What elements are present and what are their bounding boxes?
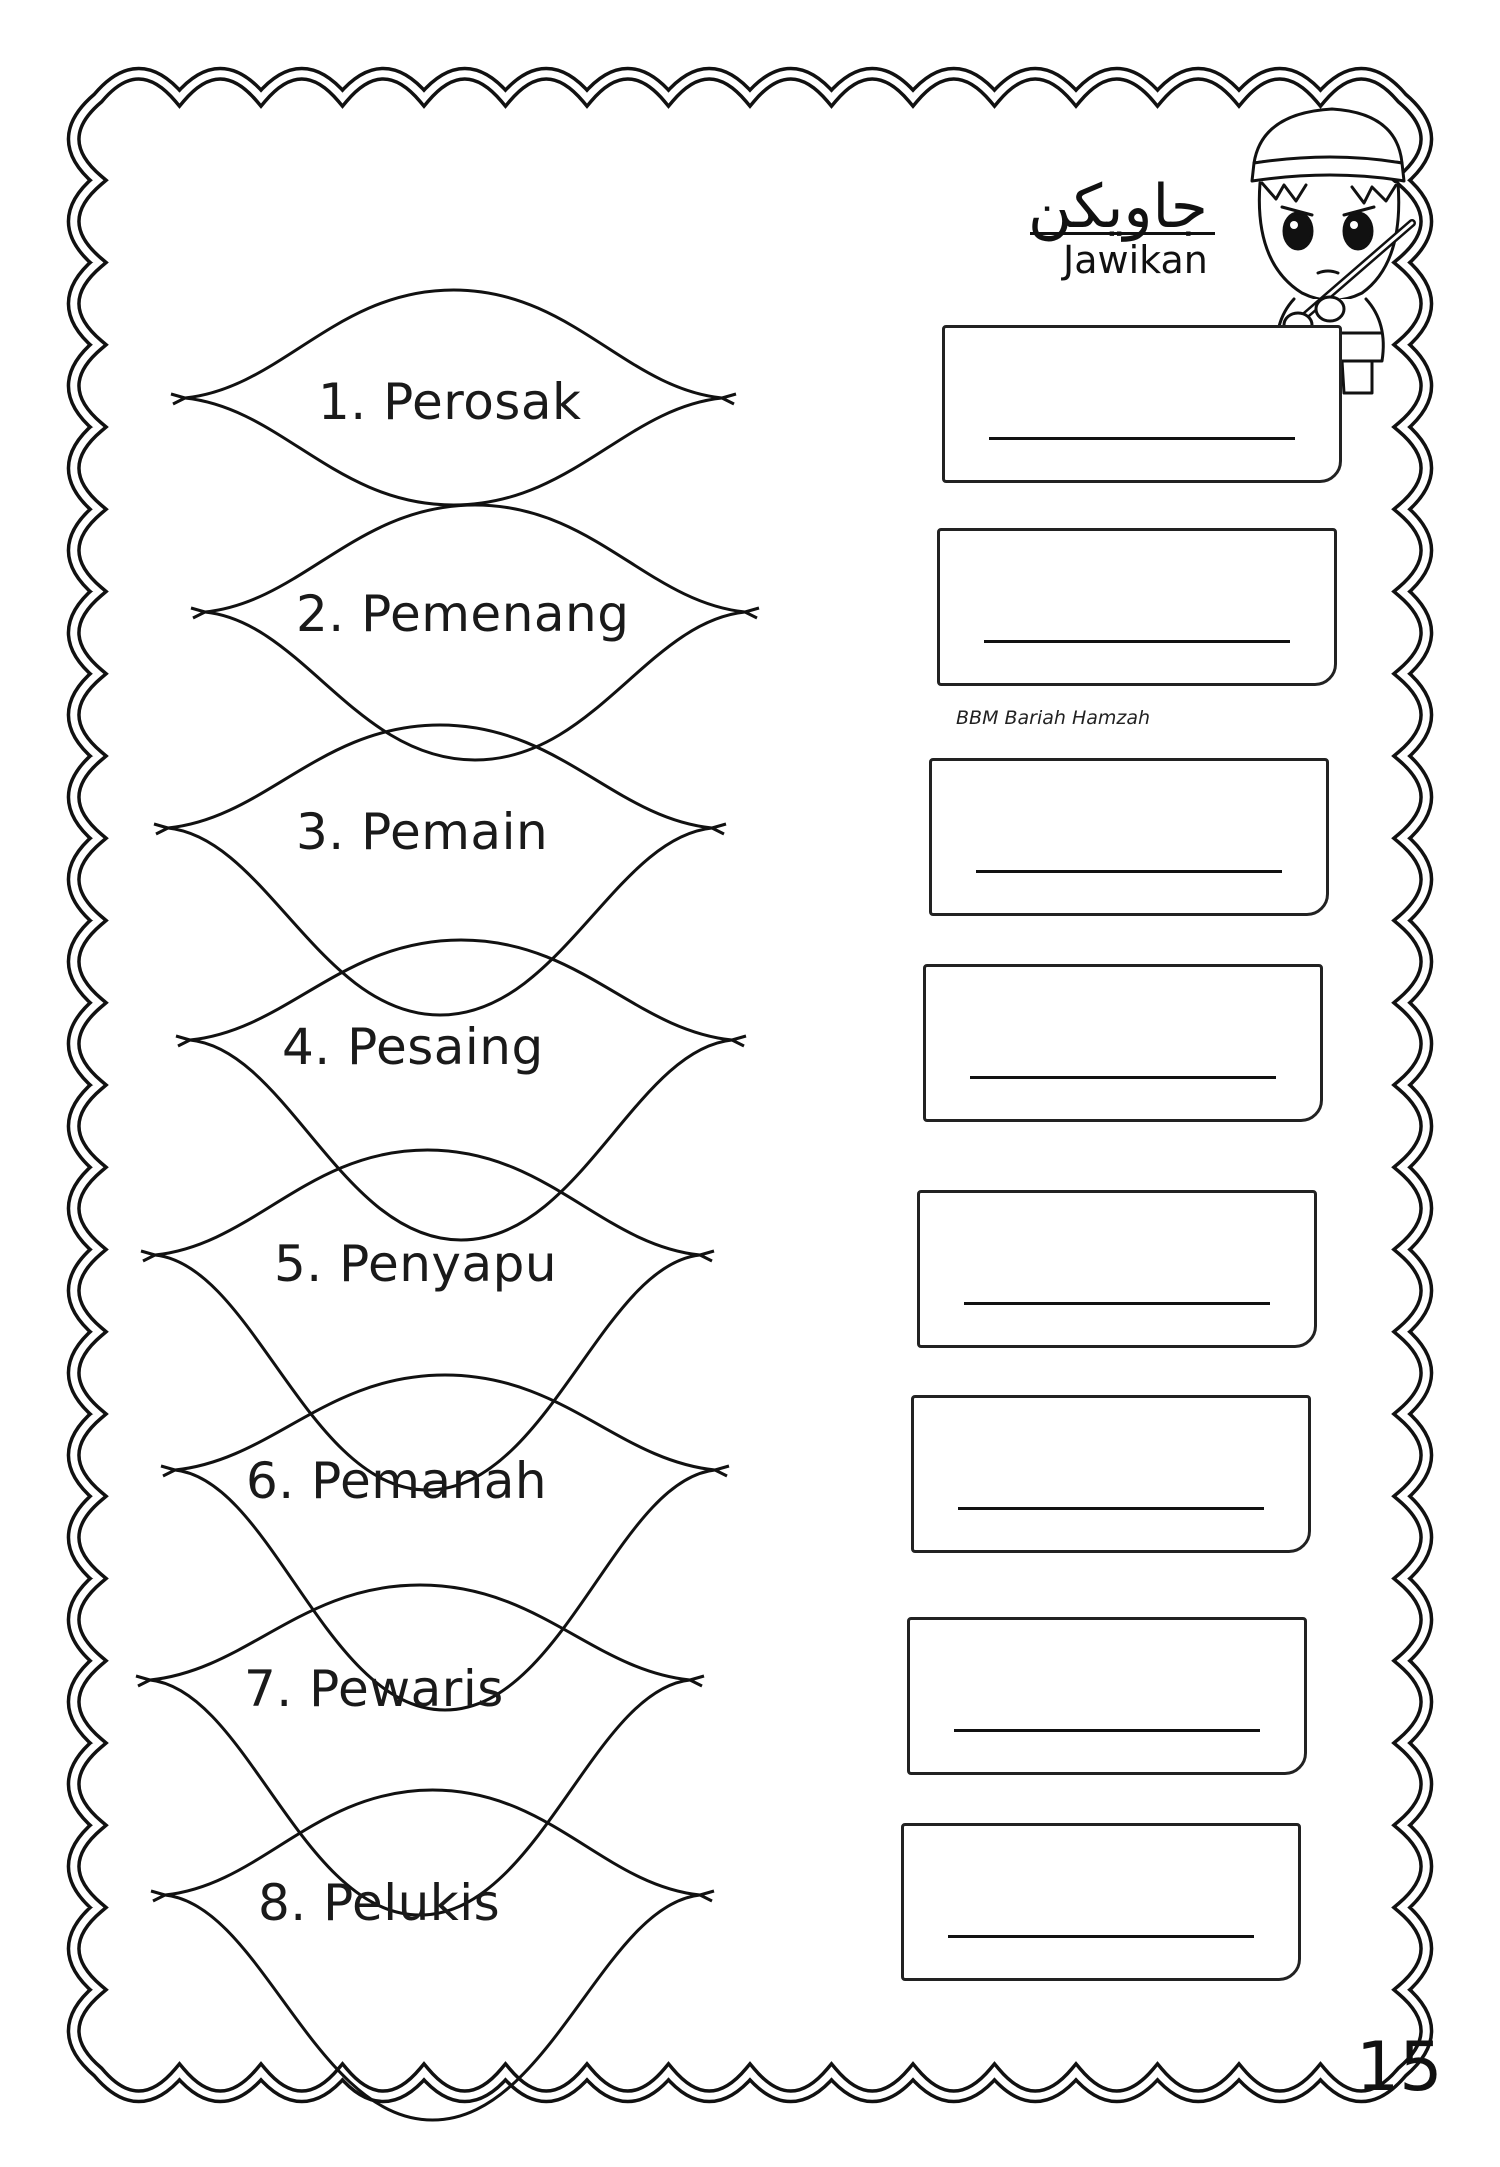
leaf-tip-6-left [161,1466,175,1476]
word-label-1: 1. Perosak [318,373,582,431]
page-number: 15 [1356,2028,1443,2107]
leaf-tip-8-right [700,1891,714,1901]
leaf-shape-3 [168,725,712,1015]
answer-line [964,1302,1270,1305]
leaf-shape-8 [165,1790,700,2120]
leaf-tip-2-right [745,608,759,618]
leaf-tip-6-right [715,1466,729,1476]
answer-line [954,1729,1260,1732]
word-label-7: 7. Pewaris [244,1660,504,1718]
answer-box-1[interactable] [942,325,1342,483]
answer-line [948,1935,1254,1938]
leaf-tip-1-left [171,394,185,404]
leaf-tip-7-left [136,1676,150,1686]
answer-box-8[interactable] [901,1823,1301,1981]
leaf-tip-3-right [712,824,726,834]
word-label-8: 8. Pelukis [258,1874,501,1932]
leaf-shape-5 [155,1150,700,1490]
word-label-3: 3. Pemain [296,803,549,861]
answer-box-3[interactable] [929,758,1329,916]
answer-line [989,437,1295,440]
title-latin: Jawikan [1063,238,1208,282]
answer-line [976,870,1282,873]
answer-box-5[interactable] [917,1190,1317,1348]
word-label-2: 2. Pemenang [296,585,630,643]
word-label-6: 6. Pemanah [246,1452,548,1510]
leaf-tip-5-right [700,1251,714,1261]
leaf-tip-5-left [141,1251,155,1261]
title-jawi: جاويكن [1028,172,1208,242]
leaf-tip-1-right [722,394,736,404]
credit-text: BBM Bariah Hamzah [956,707,1151,729]
answer-line [970,1076,1276,1079]
leaf-tip-7-right [690,1676,704,1686]
title-underline [1030,232,1215,235]
leaf-shape-4 [190,940,732,1240]
leaf-tip-2-left [191,608,205,618]
answer-box-7[interactable] [907,1617,1307,1775]
leaf-tip-8-left [151,1891,165,1901]
answer-box-2[interactable] [937,528,1337,686]
word-label-5: 5. Penyapu [274,1235,558,1293]
leaf-tip-4-right [732,1036,746,1046]
word-label-4: 4. Pesaing [282,1018,544,1076]
leaf-tip-4-left [176,1036,190,1046]
leaf-tip-3-left [154,824,168,834]
answer-box-4[interactable] [923,964,1323,1122]
leaf-shape-7 [150,1585,690,1915]
answer-line [958,1507,1264,1510]
answer-box-6[interactable] [911,1395,1311,1553]
answer-line [984,640,1290,643]
